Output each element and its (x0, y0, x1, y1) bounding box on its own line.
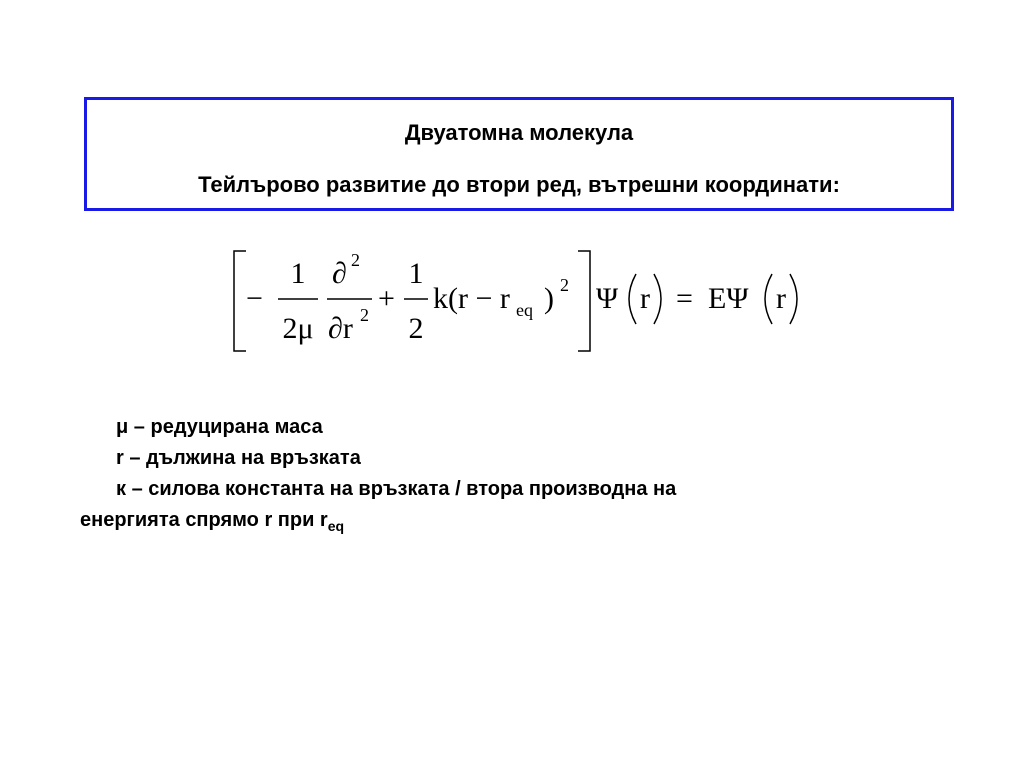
left-bracket (234, 251, 246, 351)
left-paren-1 (629, 274, 636, 324)
potential-power: 2 (560, 275, 569, 295)
fraction-2-denominator: 2 (408, 312, 424, 345)
definition-k-continuation (80, 505, 900, 537)
psi-symbol: Ψ (596, 282, 619, 315)
slide-subtitle: Тейлърово развитие до втори ред, вътрешни координати: (198, 172, 840, 197)
fraction-1-denominator: 2μ (282, 312, 314, 345)
partial-numerator: ∂ (332, 257, 347, 290)
plus-sign: + (378, 282, 395, 315)
energy-psi-argument: r (776, 282, 786, 315)
right-bracket (578, 251, 590, 351)
potential-term: k(r − r (433, 282, 510, 315)
psi-argument: r (640, 282, 650, 315)
definition-k: к – силова константа на връзката / втора производна на (116, 478, 677, 500)
minus-sign: − (246, 282, 263, 315)
definition-k-continuation-text: енергията спрямо r при r (80, 509, 328, 531)
definition-mu: μ – редуцирана маса (116, 416, 323, 438)
slide-title: Двуатомна молекула (404, 120, 634, 145)
right-paren-2 (790, 274, 797, 324)
partial-denominator-power: 2 (360, 305, 369, 325)
definitions-list (80, 412, 900, 537)
right-paren-1 (654, 274, 661, 324)
fraction-2-numerator: 1 (408, 257, 424, 290)
potential-close-paren: ) (544, 282, 554, 315)
left-paren-2 (765, 274, 772, 324)
definition-r: r – дължина на връзката (116, 447, 361, 469)
definition-k-subscript: eq (327, 518, 345, 534)
fraction-1-numerator: 1 (290, 257, 306, 290)
potential-subscript: eq (516, 300, 533, 320)
schrodinger-equation (226, 246, 816, 356)
energy-psi: EΨ (708, 282, 749, 315)
partial-denominator: ∂r (328, 312, 353, 345)
partial-numerator-power: 2 (351, 250, 360, 270)
title-box (84, 97, 954, 211)
equals-sign: = (676, 282, 693, 315)
